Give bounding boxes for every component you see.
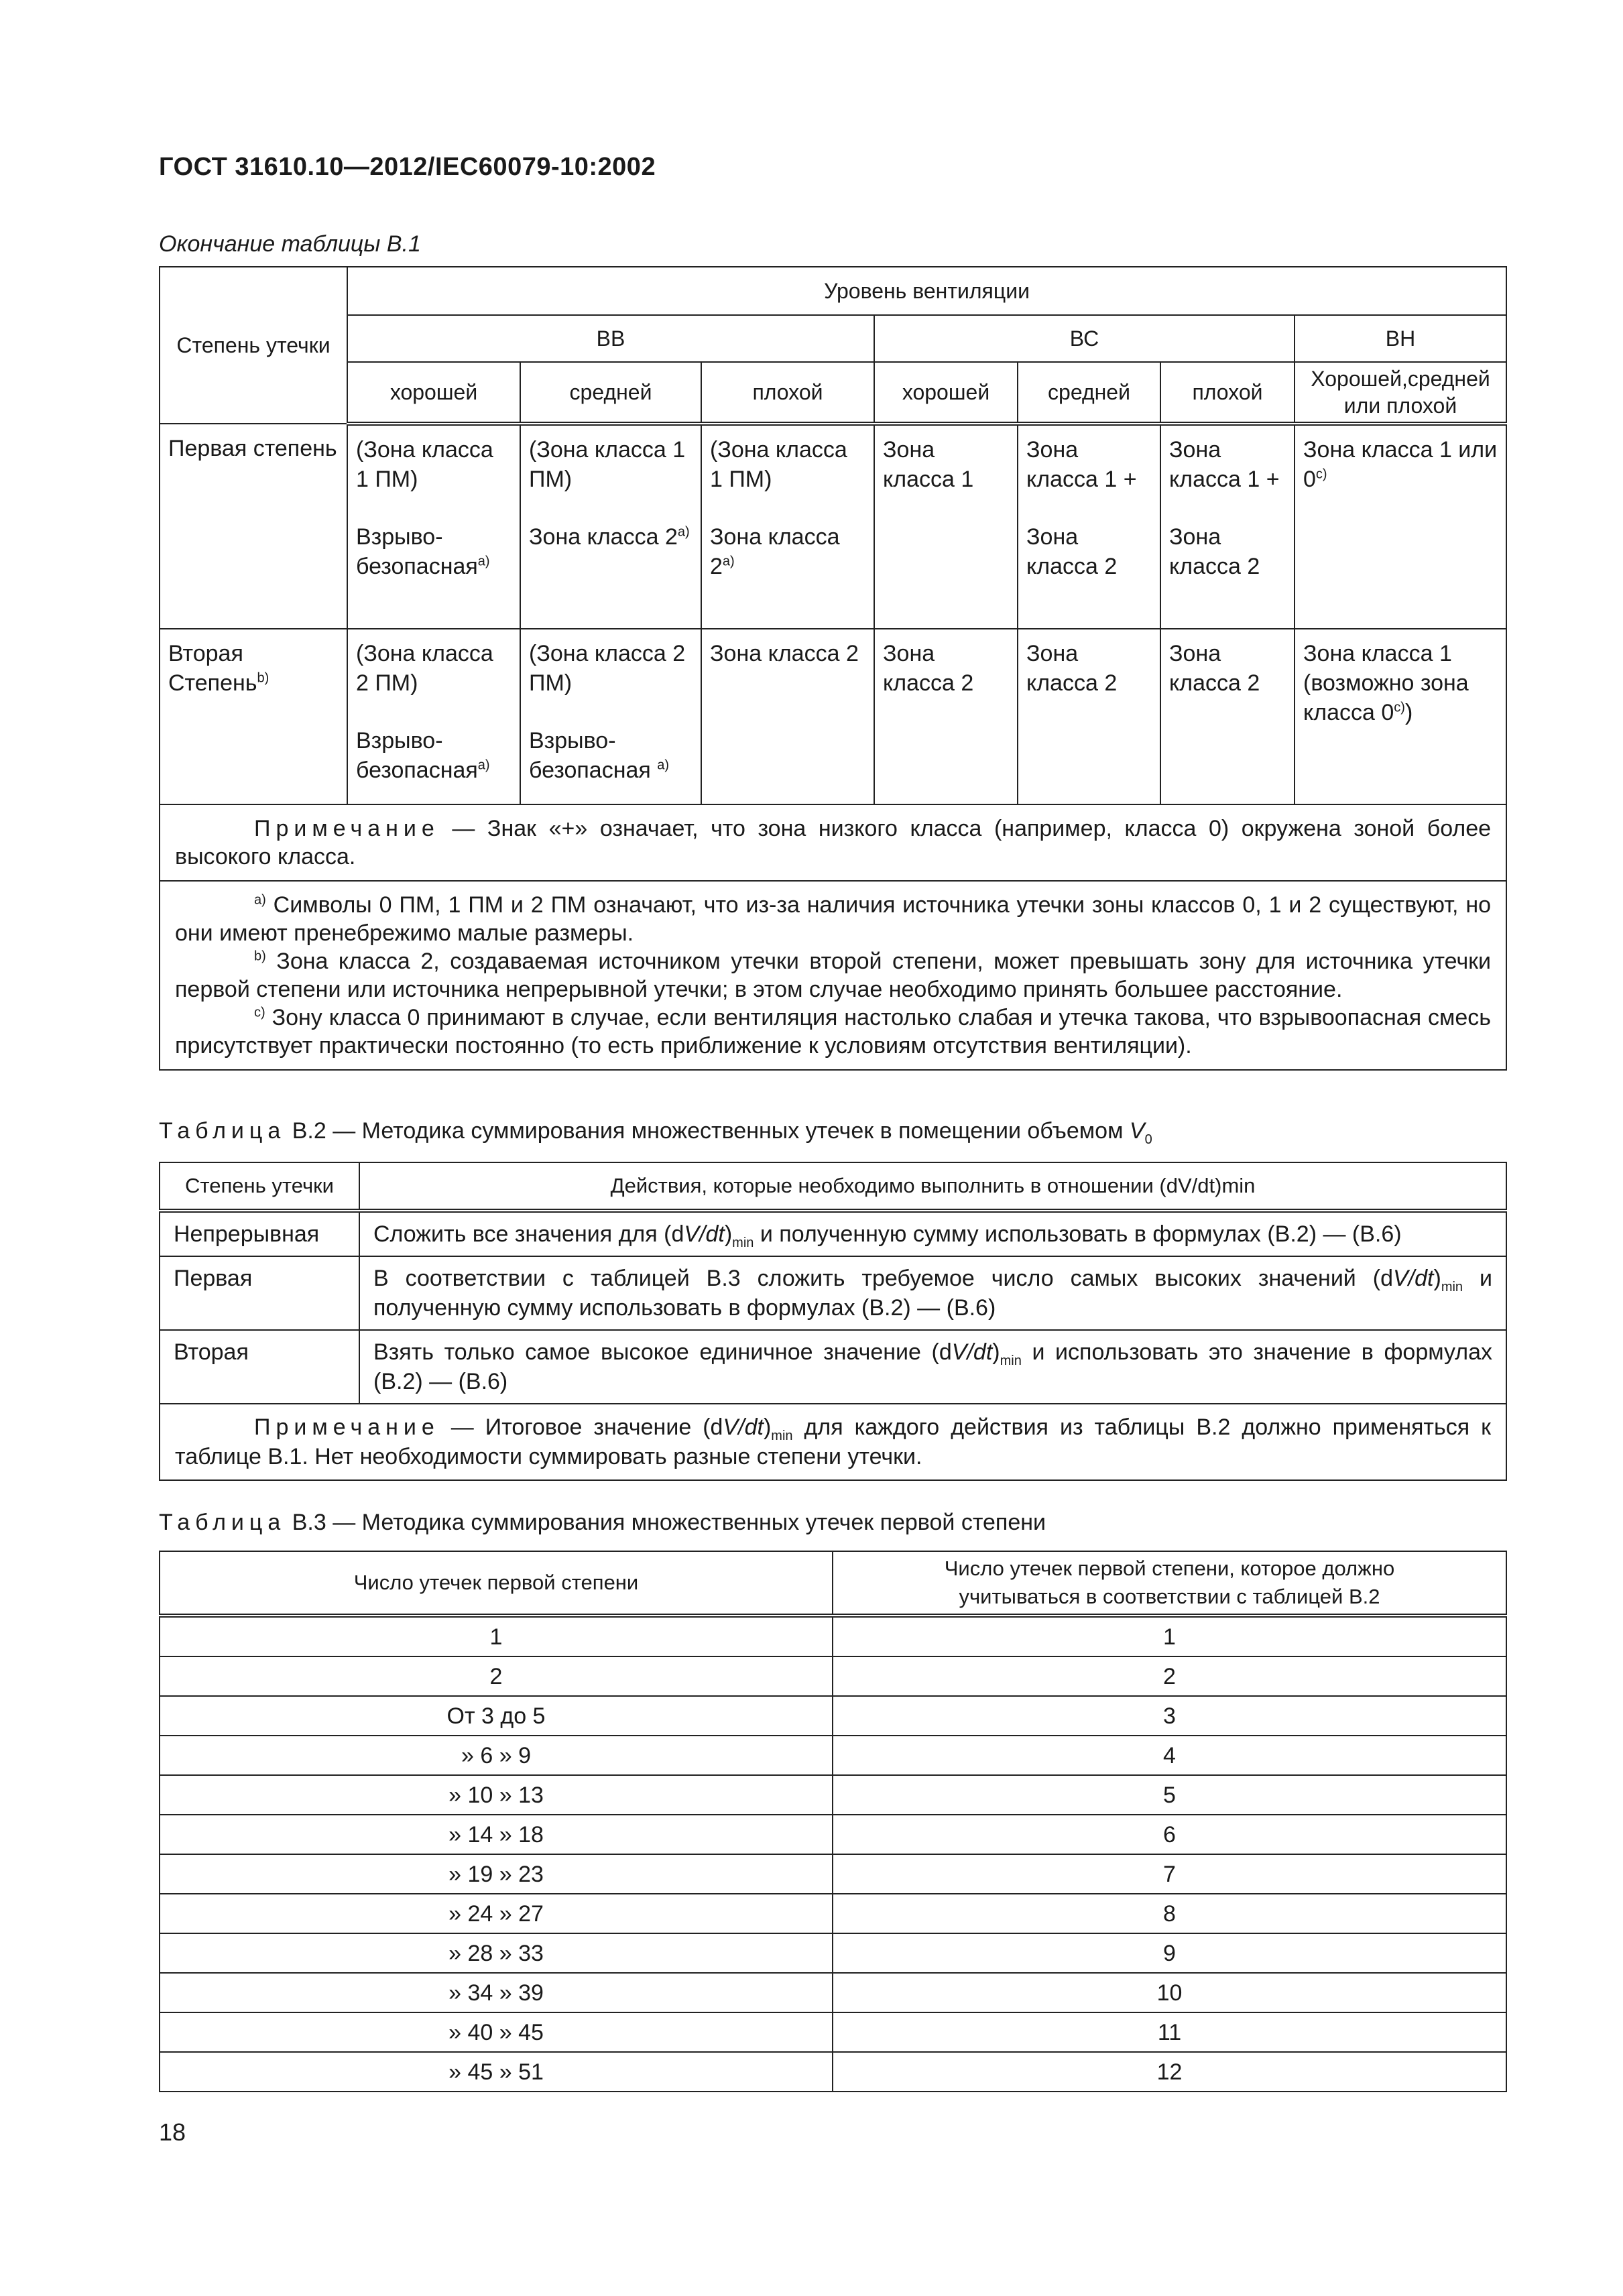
table-cell: (Зона класса 1 ПМ) Взрыво-безопасная$^{a)}$: [347, 424, 520, 629]
header-sub: средней: [520, 362, 701, 424]
table-cell: Зона класса 2: [874, 629, 1018, 804]
table-row: [160, 1211, 1506, 1256]
leak-count-cell: 2: [160, 1656, 833, 1696]
header-sub: хорошей: [874, 362, 1018, 424]
table-row: [160, 1815, 1506, 1854]
table-cell: Зона класса 2: [701, 629, 874, 804]
counted-leaks-cell: 10: [833, 1973, 1506, 2012]
table-cell: Взять только самое высокое единичное значение $(dV/dt)_{min}$ и использовать это значение в формулах (В.2) — (В.6): [359, 1330, 1506, 1404]
table-cell: Зона класса 2: [1018, 629, 1160, 804]
counted-leaks-cell: 2: [833, 1656, 1506, 1696]
header-group-bc: ВС: [874, 315, 1295, 362]
table-row: [160, 1854, 1506, 1894]
table-note: Примечание — Знак «+» означает, что зона низкого класса (например, класса 0) окружена зоной более высокого класса.: [160, 804, 1506, 881]
leak-count-cell: » 24 » 27: [160, 1894, 833, 1933]
row-label: Вторая: [160, 1330, 359, 1404]
header-ventilation-level: Уровень вентиляции: [347, 267, 1506, 315]
leak-count-cell: От 3 до 5: [160, 1696, 833, 1736]
row-label: Непрерывная: [160, 1211, 359, 1256]
counted-leaks-cell: 8: [833, 1894, 1506, 1933]
table-cell: Сложить все значения для $(dV/dt)_{min}$ и полученную сумму использовать в формулах (В.2) — (В.6): [359, 1211, 1506, 1256]
counted-leaks-cell: 4: [833, 1736, 1506, 1775]
table-cell: (Зона класса 2 ПМ) Взрыво-безопасная$^{a)}$: [347, 629, 520, 804]
header-cell: Степень утечки: [160, 1162, 359, 1211]
counted-leaks-cell: 12: [833, 2052, 1506, 2092]
header-sub: средней: [1018, 362, 1160, 424]
document-header: ГОСТ 31610.10—2012/IEC60079-10:2002: [159, 153, 656, 181]
table-row: [160, 1973, 1506, 2012]
table-row: [160, 1736, 1506, 1775]
header-sub: Хорошей,средней или плохой: [1295, 362, 1506, 424]
leak-count-cell: » 34 » 39: [160, 1973, 833, 2012]
counted-leaks-cell: 7: [833, 1854, 1506, 1894]
counted-leaks-cell: 9: [833, 1933, 1506, 1973]
footnote-b: $^{b)}$ Зона класса 2, создаваемая источником утечки второй степени, может превышать зону для источника утечки первой степени или источника непрерывной утечки; в этом случае необходимо принять большее расстояние.: [175, 949, 1492, 1002]
table-row: [160, 2052, 1506, 2092]
table-row: [160, 1933, 1506, 1973]
table-cell: (Зона класса 1 ПМ) Зона класса 2$^{a)}$: [520, 424, 701, 629]
table-b2-caption: Таблица В.2 — Методика суммирования множественных утечек в помещении объемом $V_0$: [159, 1118, 1152, 1147]
table-cell: Зона класса 1 (возможно зона класса 0$^{c)}$): [1295, 629, 1506, 804]
table-row: [160, 1616, 1506, 1656]
table-b3-caption: Таблица В.3 — Методика суммирования множественных утечек первой степени: [159, 1510, 1046, 1535]
table-row: [160, 2012, 1506, 2052]
header-group-bh: ВН: [1295, 315, 1506, 362]
footnote-a: $^{a)}$ Символы 0 ПМ, 1 ПМ и 2 ПМ означают, что из-за наличия источника утечки зоны классов 0, 1 и 2 существуют, но они имеют пренебрежимо малые размеры.: [175, 892, 1492, 946]
table-cell: (Зона класса 1 ПМ) Зона класса 2$^{a)}$: [701, 424, 874, 629]
table-cell: Зона класса 2: [1160, 629, 1295, 804]
table-cell: Зона класса 1: [874, 424, 1018, 629]
table-row: [160, 424, 1506, 629]
header-cell: Действия, которые необходимо выполнить в отношении (dV/dt)min: [359, 1162, 1506, 1211]
leak-count-cell: » 40 » 45: [160, 2012, 833, 2052]
table-footnotes: [160, 881, 1506, 1070]
table-cell: В соответствии с таблицей В.3 сложить требуемое число самых высоких значений $(dV/dt)_{min}$ и полученную сумму использовать в формулах (В.2) — (В.6): [359, 1256, 1506, 1330]
leak-count-cell: » 14 » 18: [160, 1815, 833, 1854]
table-row: [160, 1775, 1506, 1815]
header-sub: плохой: [701, 362, 874, 424]
table-row: [160, 1656, 1506, 1696]
page-number: 18: [159, 2118, 186, 2146]
counted-leaks-cell: 11: [833, 2012, 1506, 2052]
row-label: Первая: [160, 1256, 359, 1330]
table-row: [160, 1330, 1506, 1404]
table-cell: Зона класса 1 + Зона класса 2: [1160, 424, 1295, 629]
header-sub: хорошей: [347, 362, 520, 424]
table-cell: Зона класса 1 + Зона класса 2: [1018, 424, 1160, 629]
leak-count-cell: 1: [160, 1616, 833, 1656]
header-cell: Число утечек первой степени: [160, 1551, 833, 1616]
footnote-c: $^{c)}$ Зону класса 0 принимают в случае, если вентиляция настолько слабая и утечка такова, что взрывоопасная смесь присутствует практически постоянно (то есть приближение к условиям отсутствия вентиляции).: [175, 1005, 1492, 1059]
leak-count-cell: » 19 » 23: [160, 1854, 833, 1894]
table-row: [160, 1696, 1506, 1736]
table-cell: Зона класса 1 или 0$^{c)}$: [1295, 424, 1506, 629]
leak-count-cell: » 10 » 13: [160, 1775, 833, 1815]
table-b1-caption: Окончание таблицы В.1: [159, 231, 421, 257]
table-b2: [159, 1162, 1507, 1481]
counted-leaks-cell: 1: [833, 1616, 1506, 1656]
header-group-bb: ВВ: [347, 315, 874, 362]
row-label: Вторая Степень$^{b)}$: [160, 629, 347, 804]
row-label: Первая степень: [160, 424, 347, 629]
table-row: [160, 629, 1506, 804]
counted-leaks-cell: 5: [833, 1775, 1506, 1815]
header-leak-degree: Степень утечки: [160, 267, 347, 424]
table-note: Примечание — Итоговое значение $(dV/dt)_{min}$ для каждого действия из таблицы В.2 должно применяться к таблице В.1. Нет необходимости суммировать разные степени утечки.: [160, 1404, 1506, 1480]
counted-leaks-cell: 6: [833, 1815, 1506, 1854]
leak-count-cell: » 45 » 51: [160, 2052, 833, 2092]
table-row: [160, 1256, 1506, 1330]
table-row: [160, 1894, 1506, 1933]
leak-count-cell: » 6 » 9: [160, 1736, 833, 1775]
table-cell: (Зона класса 2 ПМ) Взрыво-безопасная $^{a)}$: [520, 629, 701, 804]
counted-leaks-cell: 3: [833, 1696, 1506, 1736]
header-sub: плохой: [1160, 362, 1295, 424]
header-cell: Число утечек первой степени, которое должно учитываться в соответствии с таблицей В.2: [833, 1551, 1506, 1616]
leak-count-cell: » 28 » 33: [160, 1933, 833, 1973]
table-b1: [159, 266, 1507, 1071]
table-b3: [159, 1551, 1507, 2092]
